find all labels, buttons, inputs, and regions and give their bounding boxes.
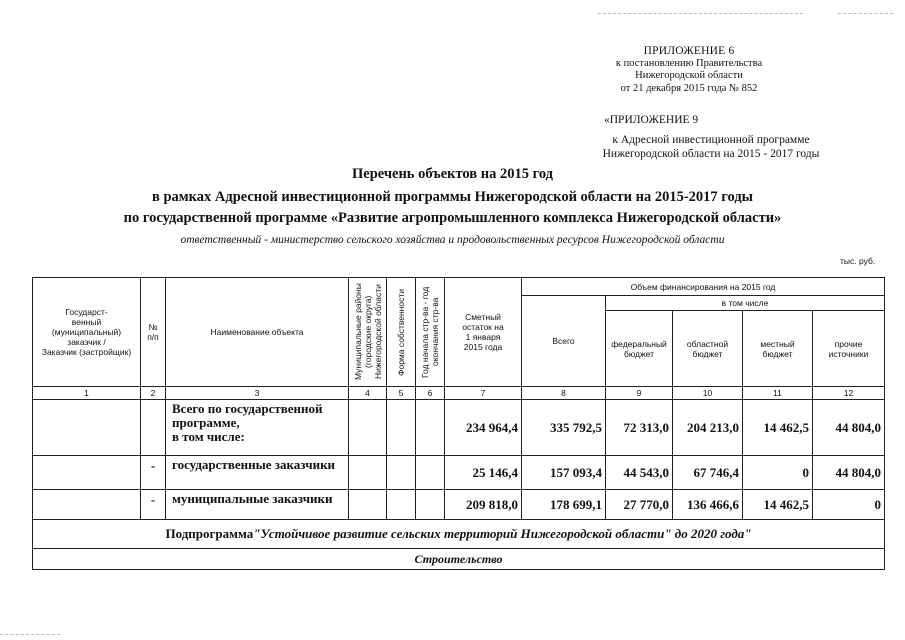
header-total: Всего — [522, 296, 606, 387]
column-number: 2 — [141, 387, 166, 400]
header-other: прочие источники — [813, 311, 885, 387]
appendix-sub-block — [590, 113, 832, 161]
header-ownership: Форма собственности — [396, 288, 406, 376]
header-federal: федеральный бюджет — [606, 311, 673, 387]
table-row-total — [33, 400, 885, 456]
subprogram-prefix: Подпрограмма — [165, 526, 254, 541]
header-years-cell — [416, 278, 445, 387]
subprogram-name: "Устойчивое развитие сельских территорий Нижегородской области" до 2020 года" — [253, 526, 752, 541]
scan-artifact-top-right — [838, 13, 893, 14]
row-name: Всего по государственной программе, в том числе: — [166, 400, 349, 456]
document-title-line1: Перечень объектов на 2015 год — [351, 166, 554, 182]
row-total: 157 093,4 — [522, 456, 606, 490]
header-districts: Муниципальные районы (городские округа) Нижегородской области — [352, 283, 383, 381]
row-regional: 67 746,4 — [673, 456, 743, 490]
appendix-sub-line1: «ПРИЛОЖЕНИЕ 9 — [604, 114, 699, 126]
column-number: 6 — [416, 387, 445, 400]
row-name: муниципальные заказчики — [166, 490, 349, 520]
header-number: № п/п — [141, 278, 166, 387]
header-local: местный бюджет — [743, 311, 813, 387]
scan-artifact-bottom — [0, 634, 60, 635]
units-label: тыс. руб. — [840, 256, 876, 266]
column-number-row — [33, 387, 885, 400]
column-number: 10 — [673, 387, 743, 400]
row-balance: 234 964,4 — [445, 400, 522, 456]
document-title-line2: в рамках Адресной инвестиционной программы Нижегородской области на 2015-2017 годы — [151, 189, 754, 205]
section-row — [33, 549, 885, 570]
appendix-sub-line2: к Адресной инвестиционной программе — [612, 134, 810, 146]
header-balance: Сметный остаток на 1 января 2015 года — [445, 278, 522, 387]
column-number: 8 — [522, 387, 606, 400]
column-number: 1 — [33, 387, 141, 400]
row-local: 0 — [743, 456, 813, 490]
column-number: 9 — [606, 387, 673, 400]
row-federal: 72 313,0 — [606, 400, 673, 456]
table-row-municipal-customers — [33, 490, 885, 520]
appendix-main-line2: к постановлению Правительства — [615, 57, 763, 69]
column-number: 5 — [387, 387, 416, 400]
column-number: 4 — [349, 387, 387, 400]
row-number: - — [141, 456, 166, 490]
appendix-sub-line3: Нижегородской области на 2015 - 2017 годы — [602, 148, 820, 160]
row-regional: 204 213,0 — [673, 400, 743, 456]
header-object-name: Наименование объекта — [166, 278, 349, 387]
scan-artifact-top — [598, 13, 803, 14]
row-local: 14 462,5 — [743, 490, 813, 520]
appendix-main-line1: ПРИЛОЖЕНИЕ 6 — [643, 45, 735, 57]
column-number: 11 — [743, 387, 813, 400]
appendix-main-line3: Нижегородской области — [635, 70, 743, 81]
subprogram-cell — [33, 520, 885, 549]
row-number: - — [141, 490, 166, 520]
header-years: Год начала стр-ва - год окончания стр-ва — [420, 286, 440, 378]
header-regional: областной бюджет — [673, 311, 743, 387]
table-row-state-customers — [33, 456, 885, 490]
column-number: 7 — [445, 387, 522, 400]
row-name: государственные заказчики — [166, 456, 349, 490]
section-construction: Строительство — [33, 549, 885, 570]
column-number: 3 — [166, 387, 349, 400]
row-balance: 209 818,0 — [445, 490, 522, 520]
row-other: 0 — [813, 490, 885, 520]
header-ownership-cell — [387, 278, 416, 387]
row-total: 335 792,5 — [522, 400, 606, 456]
row-federal: 44 543,0 — [606, 456, 673, 490]
row-other: 44 804,0 — [813, 400, 885, 456]
header-including: в том числе — [606, 296, 885, 311]
row-other: 44 804,0 — [813, 456, 885, 490]
row-regional: 136 466,6 — [673, 490, 743, 520]
row-local: 14 462,5 — [743, 400, 813, 456]
column-number: 12 — [813, 387, 885, 400]
header-customer: Государст- венный (муниципальный) заказчик / Заказчик (застройщик) — [33, 278, 141, 387]
financing-table — [32, 277, 885, 570]
row-number — [141, 400, 166, 456]
header-districts-cell — [349, 278, 387, 387]
appendix-main-block — [560, 45, 818, 95]
row-total: 178 699,1 — [522, 490, 606, 520]
subprogram-row — [33, 520, 885, 549]
appendix-main-line4: от 21 декабря 2015 года № 852 — [620, 82, 758, 94]
row-balance: 25 146,4 — [445, 456, 522, 490]
header-financing: Объем финансирования на 2015 год — [522, 278, 885, 296]
document-title-line3: по государственной программе «Развитие агропромышленного комплекса Нижегородской области» — [123, 210, 782, 226]
responsible-ministry: ответственный - министерство сельского хозяйства и продовольственных ресурсов Нижегородской области — [180, 234, 725, 246]
row-federal: 27 770,0 — [606, 490, 673, 520]
